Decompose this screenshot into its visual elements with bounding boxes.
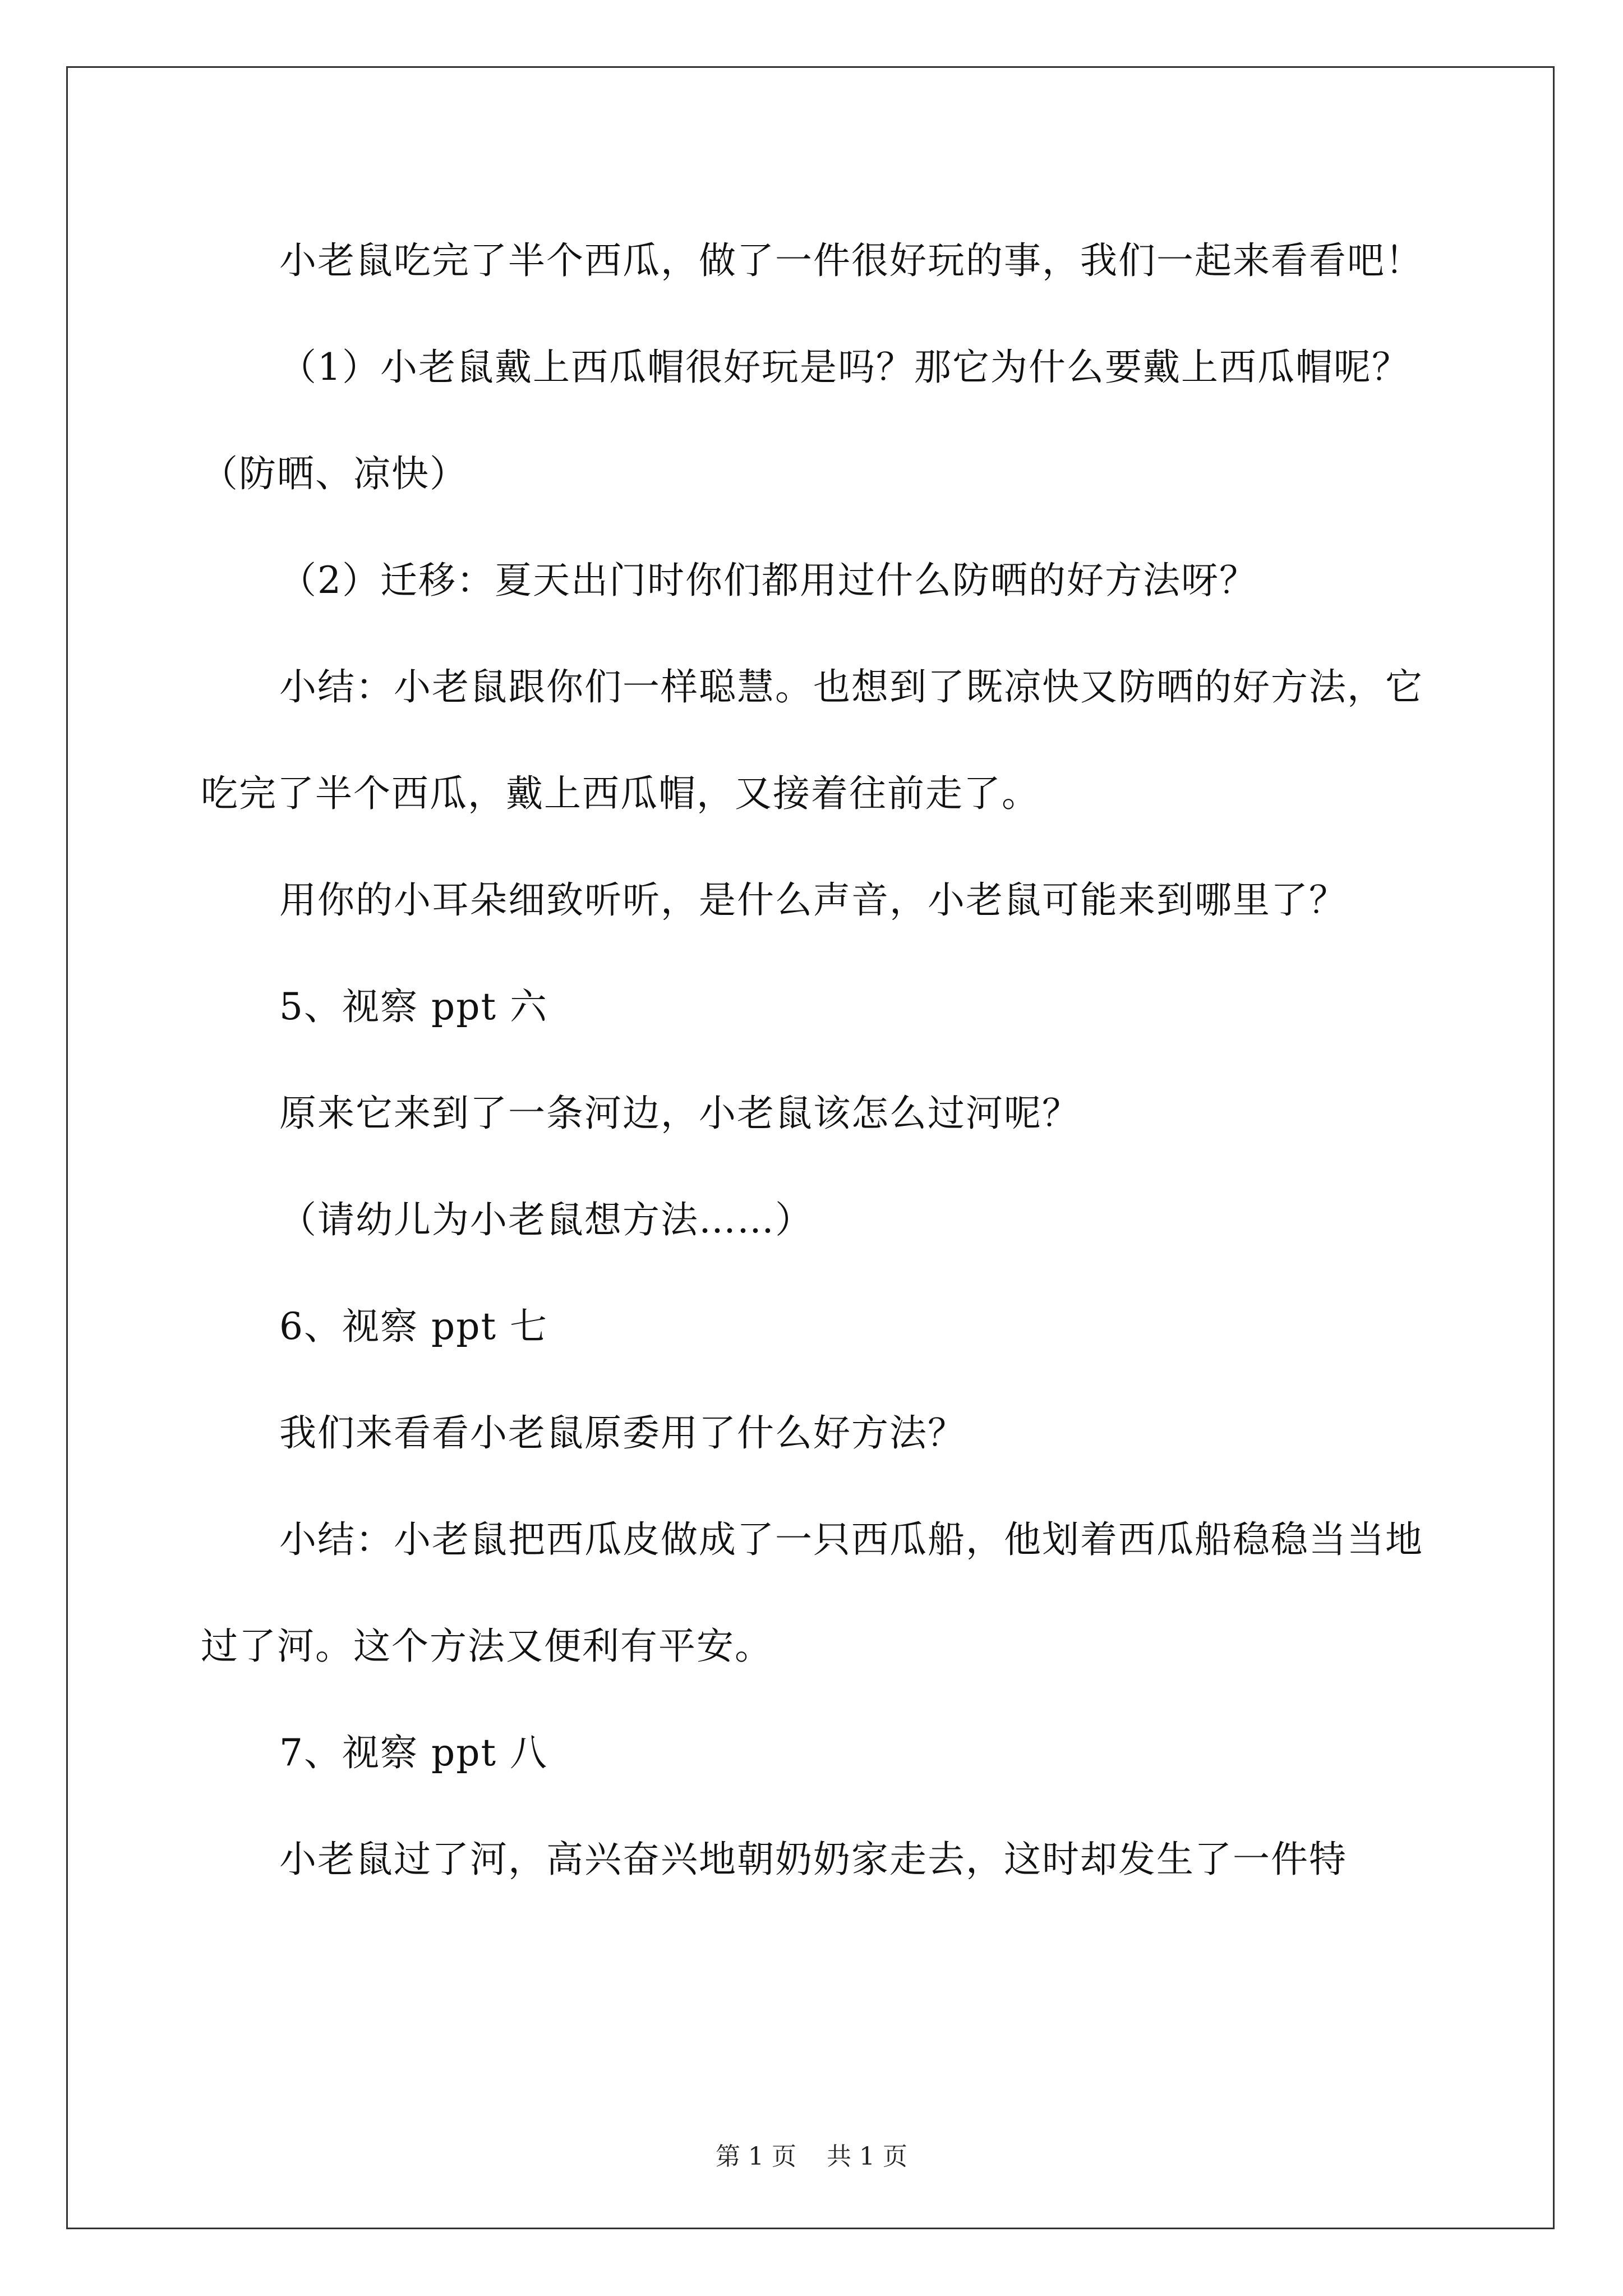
document-body (201, 208, 1440, 1913)
page-total: 共 1 页 (827, 2142, 907, 2171)
section-heading: 5、视察 ppt 六 (279, 985, 548, 1028)
paragraph: 小结：小老鼠把西瓜皮做成了一只西瓜船，他划着西瓜船稳稳当当地过了河。这个方法又便利有平安。 (201, 1518, 1423, 1668)
page-number: 第 1 页 (716, 2142, 796, 2171)
paragraph: 小结：小老鼠跟你们一样聪慧。也想到了既凉快又防晒的好方法，它吃完了半个西瓜，戴上西瓜帽，又接着往前走了。 (201, 665, 1423, 815)
paragraph: （1）小老鼠戴上西瓜帽很好玩是吗？那它为什么要戴上西瓜帽呢？（防晒、凉快） (201, 346, 1410, 495)
paragraph: 用你的小耳朵细致听听，是什么声音，小老鼠可能来到哪里了？ (279, 878, 1347, 922)
page-footer (0, 2136, 1623, 2172)
section-heading: 7、视察 ppt 八 (279, 1731, 548, 1774)
paragraph: 小老鼠吃完了半个西瓜，做了一件很好玩的事，我们一起来看看吧！ (279, 239, 1423, 282)
paragraph: （请幼儿为小老鼠想方法……） (279, 1198, 813, 1241)
section-heading: 6、视察 ppt 七 (279, 1305, 548, 1348)
paragraph: 原来它来到了一条河边，小老鼠该怎么过河呢？ (279, 1092, 1080, 1135)
paragraph: 小老鼠过了河，高兴奋兴地朝奶奶家走去，这时却发生了一件特 (279, 1838, 1347, 1881)
paragraph: 我们来看看小老鼠原委用了什么好方法？ (279, 1411, 966, 1455)
paragraph: （2）迁移：夏天出门时你们都用过什么防晒的好方法呀？ (279, 559, 1257, 602)
